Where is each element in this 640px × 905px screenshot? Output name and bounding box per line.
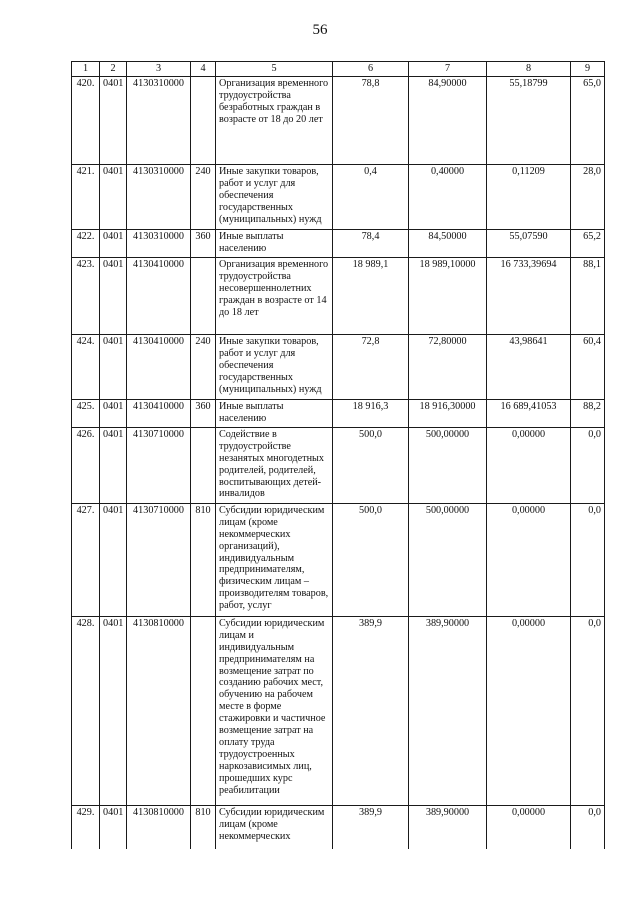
table-row: [72, 616, 605, 805]
value-col9: 88,1: [571, 257, 605, 334]
value-col8: 0,00000: [487, 427, 571, 503]
table-row: [72, 334, 605, 399]
section-code: 0401: [100, 164, 127, 229]
table-row: [72, 399, 605, 427]
value-col8: 0,11209: [487, 164, 571, 229]
expense-type-code: 240: [191, 164, 216, 229]
row-number: 424.: [72, 334, 100, 399]
value-col9: 60,4: [571, 334, 605, 399]
value-col6: 0,4: [333, 164, 409, 229]
target-code: 4130410000: [127, 399, 191, 427]
expense-type-code: 240: [191, 334, 216, 399]
row-number: 428.: [72, 616, 100, 805]
section-code: 0401: [100, 76, 127, 164]
value-col9: 0,0: [571, 427, 605, 503]
value-col6: 389,9: [333, 805, 409, 849]
item-name: Субсидии юридическим лицам и индивидуальным предпринимателям на возмещение затрат по созданию рабочих мест, обучению на рабочем месте в форме стажировки и частичное возмещение затрат на оплату труда трудоустроенных наркозависимых лиц, прошедших курс реабилитации: [216, 616, 333, 805]
section-code: 0401: [100, 229, 127, 257]
section-code: 0401: [100, 616, 127, 805]
value-col7: 389,90000: [409, 805, 487, 849]
target-code: 4130810000: [127, 805, 191, 849]
value-col7: 18 916,30000: [409, 399, 487, 427]
value-col6: 389,9: [333, 616, 409, 805]
expense-type-code: 360: [191, 399, 216, 427]
value-col6: 78,4: [333, 229, 409, 257]
target-code: 4130410000: [127, 334, 191, 399]
table-row: [72, 427, 605, 503]
value-col6: 500,0: [333, 503, 409, 616]
value-col7: 18 989,10000: [409, 257, 487, 334]
value-col6: 500,0: [333, 427, 409, 503]
value-col6: 18 916,3: [333, 399, 409, 427]
value-col6: 18 989,1: [333, 257, 409, 334]
target-code: 4130810000: [127, 616, 191, 805]
budget-table: [71, 61, 605, 849]
column-header: 7: [409, 62, 487, 77]
target-code: 4130310000: [127, 76, 191, 164]
column-header: 2: [100, 62, 127, 77]
value-col7: 84,90000: [409, 76, 487, 164]
expense-type-code: [191, 76, 216, 164]
value-col8: 43,98641: [487, 334, 571, 399]
row-number: 421.: [72, 164, 100, 229]
value-col7: 500,00000: [409, 427, 487, 503]
value-col8: 0,00000: [487, 503, 571, 616]
column-header: 8: [487, 62, 571, 77]
value-col9: 65,0: [571, 76, 605, 164]
item-name: Субсидии юридическим лицам (кроме некоммерческих организаций), индивидуальным предпринимателям, физическим лицам – производителям товаров, работ, услуг: [216, 503, 333, 616]
row-number: 429.: [72, 805, 100, 849]
expense-type-code: [191, 427, 216, 503]
target-code: 4130710000: [127, 503, 191, 616]
item-name: Иные закупки товаров, работ и услуг для обеспечения государственных (муниципальных) нужд: [216, 334, 333, 399]
value-col7: 389,90000: [409, 616, 487, 805]
table-row: [72, 164, 605, 229]
column-header: 1: [72, 62, 100, 77]
value-col7: 72,80000: [409, 334, 487, 399]
item-name: Содействие в трудоустройстве незанятых многодетных родителей, родителей, воспитывающих детей-инвалидов: [216, 427, 333, 503]
expense-type-code: 360: [191, 229, 216, 257]
section-code: 0401: [100, 257, 127, 334]
value-col9: 65,2: [571, 229, 605, 257]
value-col7: 500,00000: [409, 503, 487, 616]
expense-type-code: 810: [191, 805, 216, 849]
value-col9: 28,0: [571, 164, 605, 229]
target-code: 4130410000: [127, 257, 191, 334]
value-col8: 55,18799: [487, 76, 571, 164]
value-col9: 88,2: [571, 399, 605, 427]
value-col9: 0,0: [571, 805, 605, 849]
column-header: 3: [127, 62, 191, 77]
value-col8: 0,00000: [487, 805, 571, 849]
item-name: Субсидии юридическим лицам (кроме некоммерческих: [216, 805, 333, 849]
value-col7: 84,50000: [409, 229, 487, 257]
expense-type-code: [191, 616, 216, 805]
row-number: 423.: [72, 257, 100, 334]
section-code: 0401: [100, 399, 127, 427]
table-row: [72, 805, 605, 849]
value-col8: 0,00000: [487, 616, 571, 805]
row-number: 425.: [72, 399, 100, 427]
table-row: [72, 257, 605, 334]
section-code: 0401: [100, 805, 127, 849]
column-header: 9: [571, 62, 605, 77]
value-col8: 16 733,39694: [487, 257, 571, 334]
row-number: 427.: [72, 503, 100, 616]
expense-type-code: 810: [191, 503, 216, 616]
row-number: 422.: [72, 229, 100, 257]
value-col7: 0,40000: [409, 164, 487, 229]
item-name: Организация временного трудоустройства безработных граждан в возрасте от 18 до 20 лет: [216, 76, 333, 164]
item-name: Иные выплаты населению: [216, 399, 333, 427]
target-code: 4130310000: [127, 164, 191, 229]
column-header: 5: [216, 62, 333, 77]
item-name: Организация временного трудоустройства несовершеннолетних граждан в возрасте от 14 до 18 лет: [216, 257, 333, 334]
column-header: 4: [191, 62, 216, 77]
value-col6: 72,8: [333, 334, 409, 399]
section-code: 0401: [100, 503, 127, 616]
expense-type-code: [191, 257, 216, 334]
table-row: [72, 503, 605, 616]
header-row: [72, 62, 605, 77]
table-row: [72, 76, 605, 164]
row-number: 426.: [72, 427, 100, 503]
section-code: 0401: [100, 427, 127, 503]
value-col6: 78,8: [333, 76, 409, 164]
column-header: 6: [333, 62, 409, 77]
page-number: 56: [312, 22, 328, 38]
value-col9: 0,0: [571, 503, 605, 616]
section-code: 0401: [100, 334, 127, 399]
row-number: 420.: [72, 76, 100, 164]
item-name: Иные выплаты населению: [216, 229, 333, 257]
target-code: 4130710000: [127, 427, 191, 503]
value-col8: 55,07590: [487, 229, 571, 257]
target-code: 4130310000: [127, 229, 191, 257]
value-col8: 16 689,41053: [487, 399, 571, 427]
table-row: [72, 229, 605, 257]
item-name: Иные закупки товаров, работ и услуг для обеспечения государственных (муниципальных) нужд: [216, 164, 333, 229]
value-col9: 0,0: [571, 616, 605, 805]
